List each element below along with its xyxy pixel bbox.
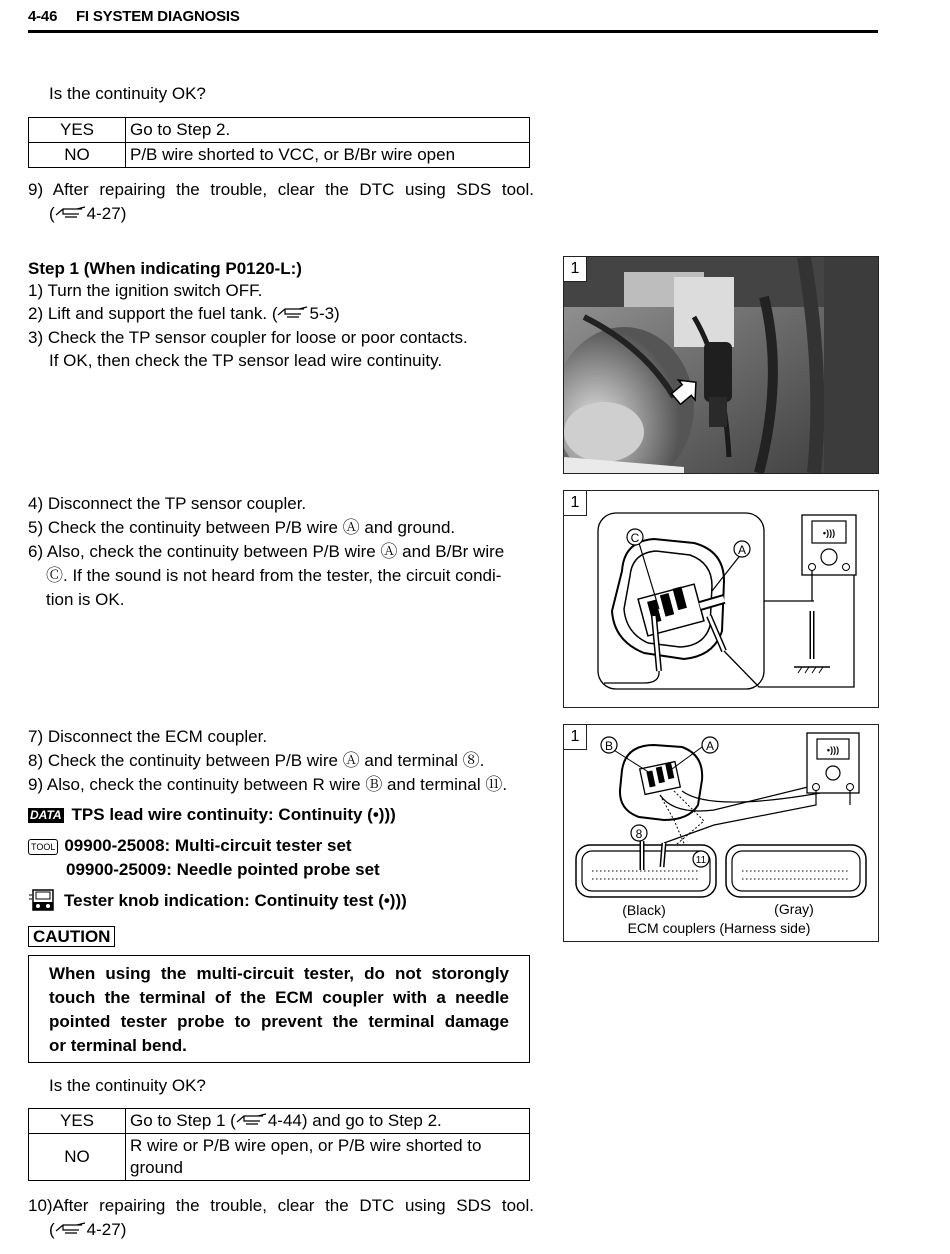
label-11: 11: [695, 855, 707, 866]
step-item: 3) Check the TP sensor coupler for loose or poor contacts.: [28, 328, 468, 347]
step-10-ref: ( 4-27): [49, 1220, 127, 1239]
table-value: [126, 1109, 530, 1134]
continuity-question: Is the continuity OK?: [49, 1076, 206, 1095]
result-table: [28, 117, 530, 168]
tool-text-2: 09900-25009: Needle pointed probe set: [66, 860, 380, 879]
caution-label-wrap: [28, 926, 115, 948]
ecm-coupler-diagram: [564, 725, 878, 941]
data-text: TPS lead wire continuity: Continuity (•))): [71, 805, 396, 824]
table-row: [29, 143, 530, 168]
tool-text-1: 09900-25008: Multi-circuit tester set: [64, 836, 352, 855]
tool-line: [28, 834, 352, 858]
tester-icon: [28, 889, 58, 911]
ref-page: 5-3): [309, 304, 340, 323]
no-text: R wire or P/B wire open, or P/B wire shorted to: [130, 1136, 482, 1155]
ref-page: 4-27): [86, 204, 127, 223]
caution-box: [28, 955, 530, 1063]
label-c: C: [630, 531, 640, 545]
table-key: NO: [29, 143, 126, 168]
data-line: [28, 803, 396, 827]
step-item: [28, 302, 340, 326]
hand-pointer-icon: [55, 1222, 87, 1236]
ground-icon: [794, 667, 830, 673]
label-a: A: [737, 543, 747, 557]
step-item: 6) Also, check the continuity between P/B wire Ⓐ and B/Br wire: [28, 542, 505, 561]
table-row: [29, 1134, 530, 1181]
hand-pointer-icon: [236, 1113, 268, 1127]
step-item: 7) Disconnect the ECM coupler.: [28, 727, 268, 746]
label-8: 8: [635, 827, 643, 841]
step-item: Ⓒ. If the sound is not heard from the tester, the circuit condi-: [46, 566, 502, 585]
step-9-ref: ( 4-27): [49, 204, 127, 223]
tp-coupler-diagram: [564, 491, 878, 707]
no-text: ground: [130, 1158, 183, 1177]
step-item: 9) Also, check the continuity between R wire Ⓑ and terminal ⑪.: [28, 775, 508, 794]
caution-line: When using the multi-circuit tester, do not storongly: [49, 964, 509, 983]
yes-text: Go to Step 1 (: [130, 1111, 236, 1130]
figure-photo: [563, 256, 879, 474]
yes-text: 4-44) and go to Step 2.: [267, 1111, 442, 1130]
figure-number: 1: [564, 257, 587, 282]
step-item: If OK, then check the TP sensor lead wire continuity.: [49, 351, 443, 370]
svg-text:•))): •))): [826, 745, 840, 755]
result-table: [28, 1108, 530, 1181]
black-label: (Black): [622, 902, 666, 918]
label-a: A: [705, 739, 715, 753]
tester-line: [28, 889, 407, 913]
svg-text:•))): •))): [822, 528, 836, 538]
data-icon: DATA: [30, 808, 62, 823]
tester-display-icon: [807, 733, 859, 793]
table-value: P/B wire shorted to VCC, or B/Br wire open: [126, 143, 530, 168]
table-row: [29, 1109, 530, 1134]
continuity-question: Is the continuity OK?: [49, 84, 206, 103]
caution-line: pointed tester probe to prevent the terminal damage: [49, 1012, 509, 1031]
figure-tp-coupler: [563, 490, 879, 708]
figure-number: 1: [564, 491, 587, 516]
table-key: NO: [29, 1134, 126, 1181]
hand-pointer-icon: [55, 206, 87, 220]
tester-text: Tester knob indication: Continuity test (•))): [64, 891, 407, 910]
table-value: [126, 1134, 530, 1181]
page-header: [28, 6, 878, 33]
table-key: YES: [29, 118, 126, 143]
step-item: 1) Turn the ignition switch OFF.: [28, 281, 263, 300]
table-row: [29, 118, 530, 143]
page-title: FI SYSTEM DIAGNOSIS: [75, 8, 240, 25]
caution-label: CAUTION: [28, 926, 115, 947]
step-item: 4) Disconnect the TP sensor coupler.: [28, 494, 307, 513]
tool-icon: TOOL: [28, 839, 58, 855]
step-item: 8) Check the continuity between P/B wire Ⓐ and terminal ⑧.: [28, 751, 485, 770]
engine-photo: [564, 257, 878, 473]
step-text: 2) Lift and support the fuel tank. (: [28, 304, 278, 323]
figure-number: 1: [564, 725, 587, 750]
caution-line: touch the terminal of the ECM coupler with a needle: [49, 988, 509, 1007]
tester-display-icon: [802, 515, 856, 575]
step1-heading: Step 1 (When indicating P0120-L:): [28, 259, 302, 278]
ref-page: 4-27): [86, 1220, 127, 1239]
step-10-text: 10)After repairing the trouble, clear the DTC using SDS tool.: [28, 1196, 534, 1215]
step-item: tion is OK.: [46, 590, 125, 609]
step-9-text: 9) After repairing the trouble, clear the DTC using SDS tool.: [28, 180, 534, 199]
caution-line: or terminal bend.: [49, 1036, 187, 1055]
page-number: 4-46: [28, 8, 58, 25]
label-b: B: [604, 739, 614, 753]
gray-label: (Gray): [774, 901, 814, 917]
figure-ecm-couplers: [563, 724, 879, 942]
table-value: Go to Step 2.: [126, 118, 530, 143]
table-key: YES: [29, 1109, 126, 1134]
figure-caption: ECM couplers (Harness side): [627, 920, 811, 936]
hand-pointer-icon: [277, 306, 309, 320]
step-item: 5) Check the continuity between P/B wire Ⓐ and ground.: [28, 518, 456, 537]
